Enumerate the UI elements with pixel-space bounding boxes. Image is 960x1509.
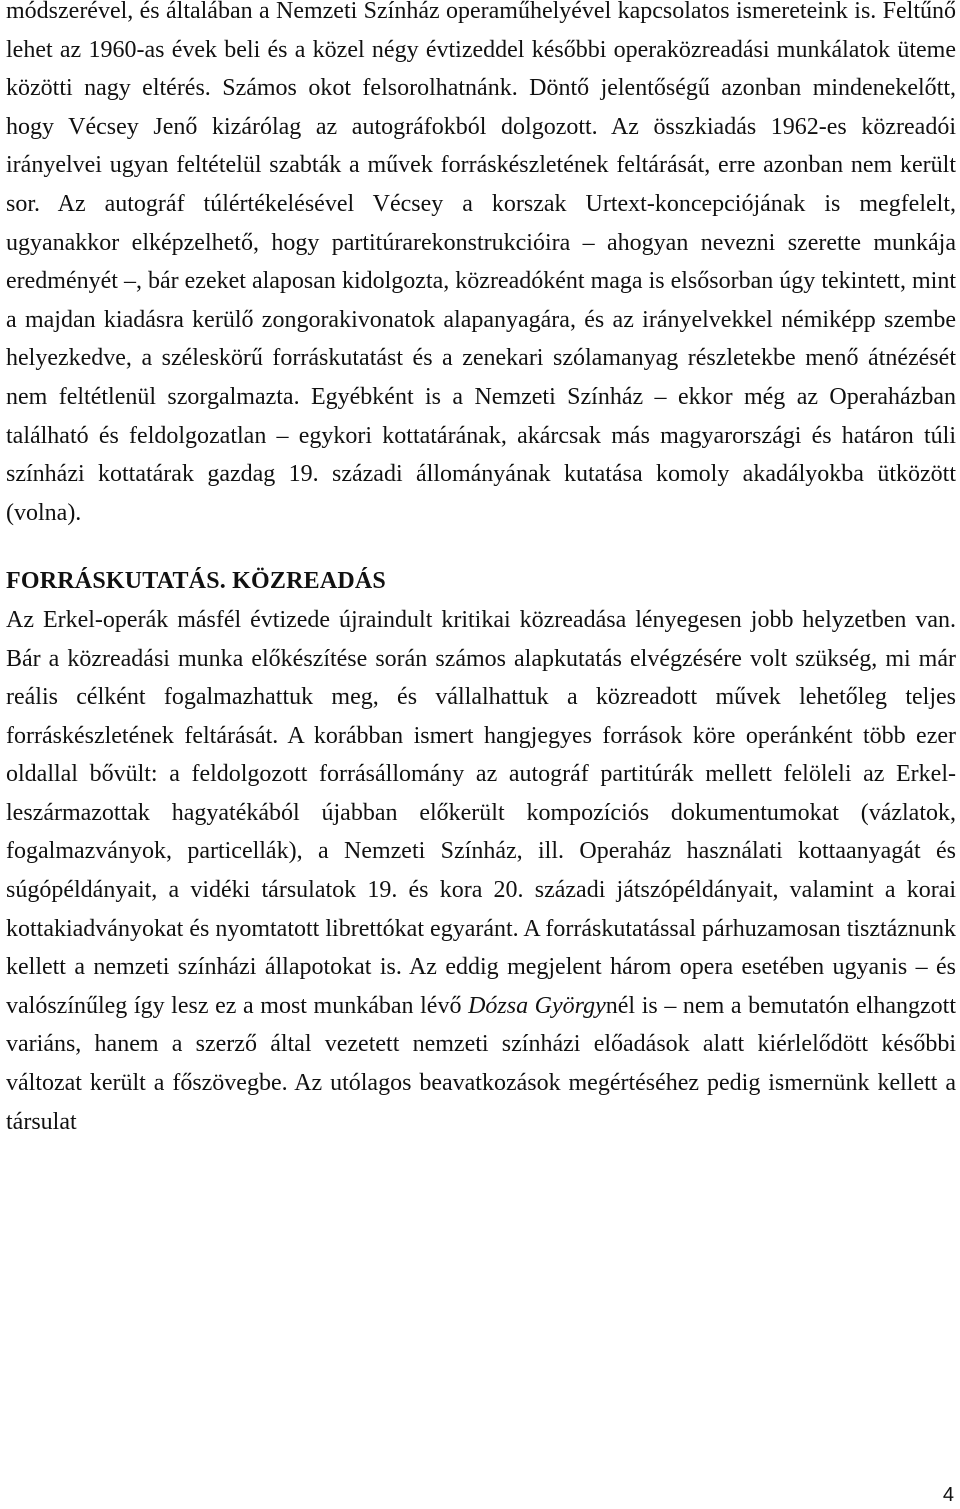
- paragraph-text: Az Erkel-operák másfél évtizede újraindult kritikai közreadása lényegesen jobb helyzetben van. Bár a közreadási munka előkészítése során számos alapkutatás elvégzésére volt szükség, mi már reális célként fogalmazhattuk meg, és vállalhattuk a közreadott művek lehetőleg teljes forráskészletének feltárását. A korábban ismert hangjegyes források köre operánként több ezer oldallal bővült: a feldolgozott forrásállomány az autográf partitúrák mellett felöleli az Erkel-leszármazottak hagyatékából újabban előkerült kompozíciós dokumentumokat (vázlatok, fogalmazványok, particellák), a Nemzeti Színház, ill. Operaház használati kottaanyagát és súgópéldányait, a vidéki társulatok 19. és kora 20. századi játszópéldányait, valamint a korai kottakiadványokat és nyomtatott librettókat egyaránt. A forráskutatással párhuzamosan tisztáznunk kellett a nemzeti színházi állapotokat is. Az eddig megjelent három opera esetében ugyanis – és valószínűleg így lesz ez a most munkában lévő: [6, 606, 956, 1019]
- paragraph-text-continued: nél is – nem a bemutatón elhangzott variáns, hanem a szerző által vezetett nemzeti színházi előadások alatt kiérlelődött későbbi változat került a főszövegbe. Az utólagos beavatkozások megértéséhez pedig ismernünk kellett a társulat: [6, 992, 956, 1135]
- page-number: 4: [942, 1484, 954, 1506]
- section-spacer: [6, 532, 956, 562]
- opera-title: Dózsa György: [468, 992, 606, 1019]
- body-paragraph-2: [6, 601, 956, 1141]
- section-heading: FORRÁSKUTATÁS. KÖZREADÁS: [6, 568, 386, 595]
- body-paragraph: módszerével, és általában a Nemzeti Színház operaműhelyével kapcsolatos ismereteink is. Feltűnő lehet az 1960-as évek beli és a közel négy évtizeddel későbbi operaközreadási munkálatok üteme közötti nagy eltérés. Számos okot felsorolhatnánk. Döntő jelentőségű azonban mindenekelőtt, hogy Vécsey Jenő kizárólag az autográfokból dolgozott. Az összkiadás 1962-es közreadói irányelvei ugyan feltételül szabták a művek forráskészletének feltárását, erre azonban nem került sor. Az autográf túlértékelésével Vécsey a korszak Urtext-koncepciójának is megfelelt, ugyanakkor elképzelhető, hogy partitúrarekonstrukcióira – ahogyan nevezni szerette munkája eredményét –, bár ezeket alaposan kidolgozta, közreadóként maga is elsősorban úgy tekintett, mint a majdan kiadásra kerülő zongorakivonatok alapanyagára, és az irányelvekkel némiképp szembe helyezkedve, a széleskörű forráskutatást és a zenekari szólamanyag részletekbe menő átnézését nem feltétlenül szorgalmazta. Egyébként is a Nemzeti Színház – ekkor még az Operaházban található és feldolgozatlan – egykori kottatárának, akárcsak más magyarországi és határon túli színházi kottatárak gazdag 19. századi állományának kutatása komoly akadályokba ütközött (volna).: [6, 0, 956, 526]
- document-page: [6, 0, 956, 1141]
